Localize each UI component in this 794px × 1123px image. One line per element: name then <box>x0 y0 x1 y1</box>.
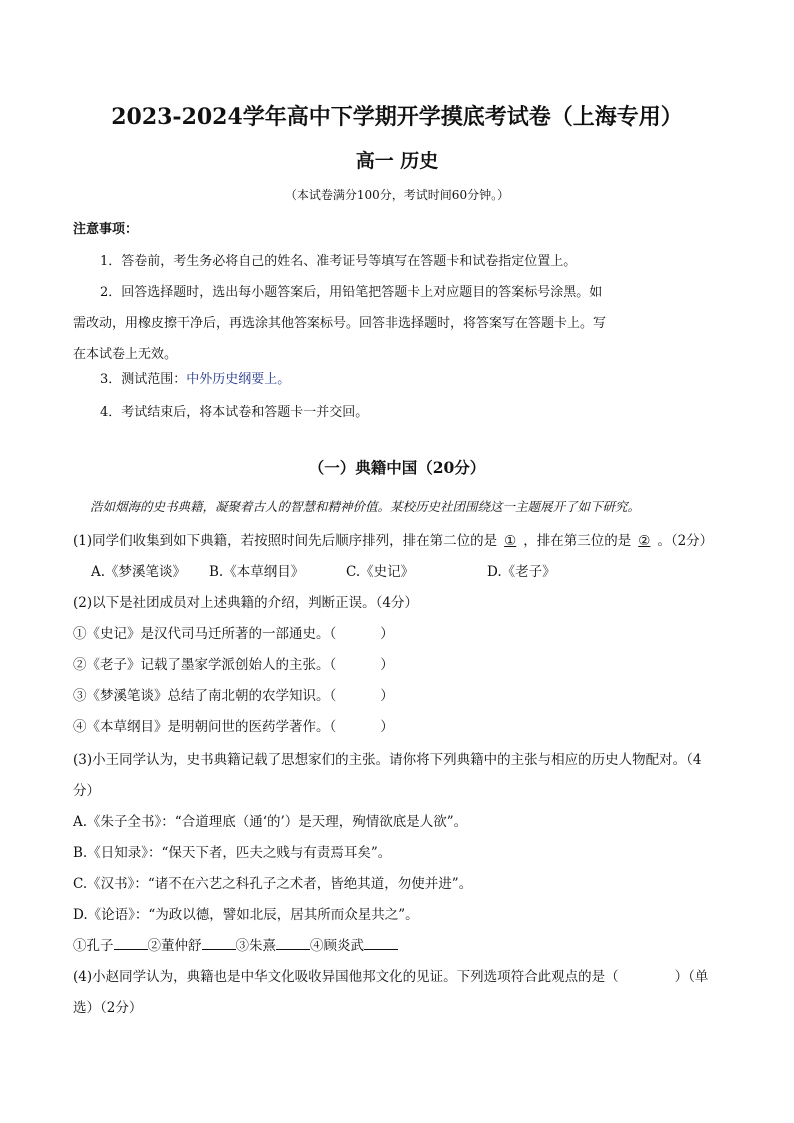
tf-item-1-paren-close: ） <box>380 626 394 642</box>
tf-item-4-paren-close: ） <box>380 719 394 735</box>
notice-heading: 注意事项： <box>73 222 139 237</box>
tf-item-3-text: ③《梦溪笔谈》总结了南北朝的农学知识。 <box>73 688 330 704</box>
match-label-3: ③朱熹 <box>235 938 276 954</box>
tf-item-4-text: ④《本草纲目》是明朝问世的医药学著作。 <box>73 719 330 735</box>
tf-item-2-paren-open: （ <box>329 657 337 673</box>
match-label-4: ④顾炎武 <box>310 938 364 954</box>
match-label-2: ②董仲舒 <box>147 938 202 954</box>
tf-item-1 <box>73 622 394 642</box>
question-2-stem: (2)以下是社团成员对上述典籍的介绍，判断正误。（4分） <box>73 595 418 611</box>
notice-item-2-line-2: 需改动，用橡皮擦干净后，再选涂其他答案标号。回答非选择题时，将答案写在答题卡上。写 <box>73 316 607 331</box>
option-d: D.《老子》 <box>487 564 556 580</box>
quote-d: D.《论语》：“为政以德，譬如北辰，居其所而众星共之”。 <box>73 907 419 923</box>
notice-item-4: 4．考试结束后，将本试卷和答题卡一并交回。 <box>100 405 369 420</box>
match-blank-3[interactable] <box>276 937 310 950</box>
question-4-stem-line-2: 选）（2分） <box>73 1000 143 1016</box>
exam-title: 2023-2024学年高中下学期开学摸底考试卷（上海专用） <box>111 104 683 130</box>
question-3-stem-line-2: 分） <box>73 783 100 799</box>
exam-meta: （本试卷满分100分，考试时间60分钟。） <box>284 188 510 202</box>
question-4-stem-line-1 <box>73 965 708 985</box>
section-title: （一）典籍中国（20分） <box>308 458 486 477</box>
question-4-text: (4)小赵同学认为，典籍也是中华文化吸收异国他邦文化的见证。下列选项符合此观点的是（ <box>73 969 619 985</box>
quote-a: A.《朱子全书》：“合道理底（通‘的’）是天理，殉情欲底是人欲”。 <box>73 814 468 830</box>
question-1-text-b: ，排在第三位的是 <box>523 533 632 549</box>
tf-item-4-paren-open: （ <box>329 719 337 735</box>
match-label-1: ①孔子 <box>73 938 114 954</box>
match-blank-2[interactable] <box>202 937 236 950</box>
tf-item-4 <box>73 715 394 735</box>
notice-item-3 <box>100 368 290 387</box>
match-blank-4[interactable] <box>364 937 398 950</box>
notice-item-3-label: 3．测试范围： <box>100 372 187 387</box>
tf-item-2-text: ②《老子》记载了墨家学派创始人的主张。 <box>73 657 330 673</box>
option-b: B.《本草纲目》 <box>209 564 305 580</box>
match-row <box>73 934 398 954</box>
notice-item-1: 1．答卷前，考生务必将自己的姓名、准考证号等填写在答题卡和试卷指定位置上。 <box>100 254 577 269</box>
notice-item-2-line-3: 在本试卷上无效。 <box>73 347 178 362</box>
question-1-text-c: 。（2分） <box>657 533 714 549</box>
tf-item-3-paren-close: ） <box>380 688 394 704</box>
question-3-stem-line-1: (3)小王同学认为，史书典籍记载了思想家们的主张。请你将下列典籍中的主张与相应的历史人物配对。（4 <box>73 752 702 768</box>
tf-item-2-paren-close: ） <box>380 657 394 673</box>
quote-c: C.《汉书》：“诸不在六艺之科孔子之术者，皆绝其道，勿使并进”。 <box>73 876 473 892</box>
notice-item-3-value: 中外历史纲要上。 <box>186 372 291 387</box>
answer-blank-1: ① <box>504 533 517 549</box>
quote-b: B.《日知录》：“保天下者，匹夫之贱与有责焉耳矣”。 <box>73 845 392 861</box>
question-4-text-end: ）（单 <box>674 969 709 985</box>
section-intro: 浩如烟海的史书典籍，凝聚着古人的智慧和精神价值。某校历史社团围绕这一主题展开了如下研究。 <box>90 499 641 514</box>
option-c: C.《史记》 <box>346 564 415 580</box>
tf-item-1-text: ①《史记》是汉代司马迁所著的一部通史。 <box>73 626 330 642</box>
match-blank-1[interactable] <box>114 937 148 950</box>
tf-item-3 <box>73 684 394 704</box>
tf-item-1-paren-open: （ <box>329 626 337 642</box>
tf-item-2 <box>73 653 394 673</box>
tf-item-3-paren-open: （ <box>329 688 337 704</box>
option-a: A.《梦溪笔谈》 <box>91 564 187 580</box>
question-1-text-a: (1)同学们收集到如下典籍，若按照时间先后顺序排列，排在第二位的是 <box>73 533 498 549</box>
answer-blank-2: ② <box>638 533 651 549</box>
question-1-stem <box>73 529 713 549</box>
exam-subject: 高一 历史 <box>355 150 439 172</box>
notice-item-2-line-1: 2．回答选择题时，选出每小题答案后，用铅笔把答题卡上对应题目的答案标号涂黑。如 <box>100 285 603 300</box>
